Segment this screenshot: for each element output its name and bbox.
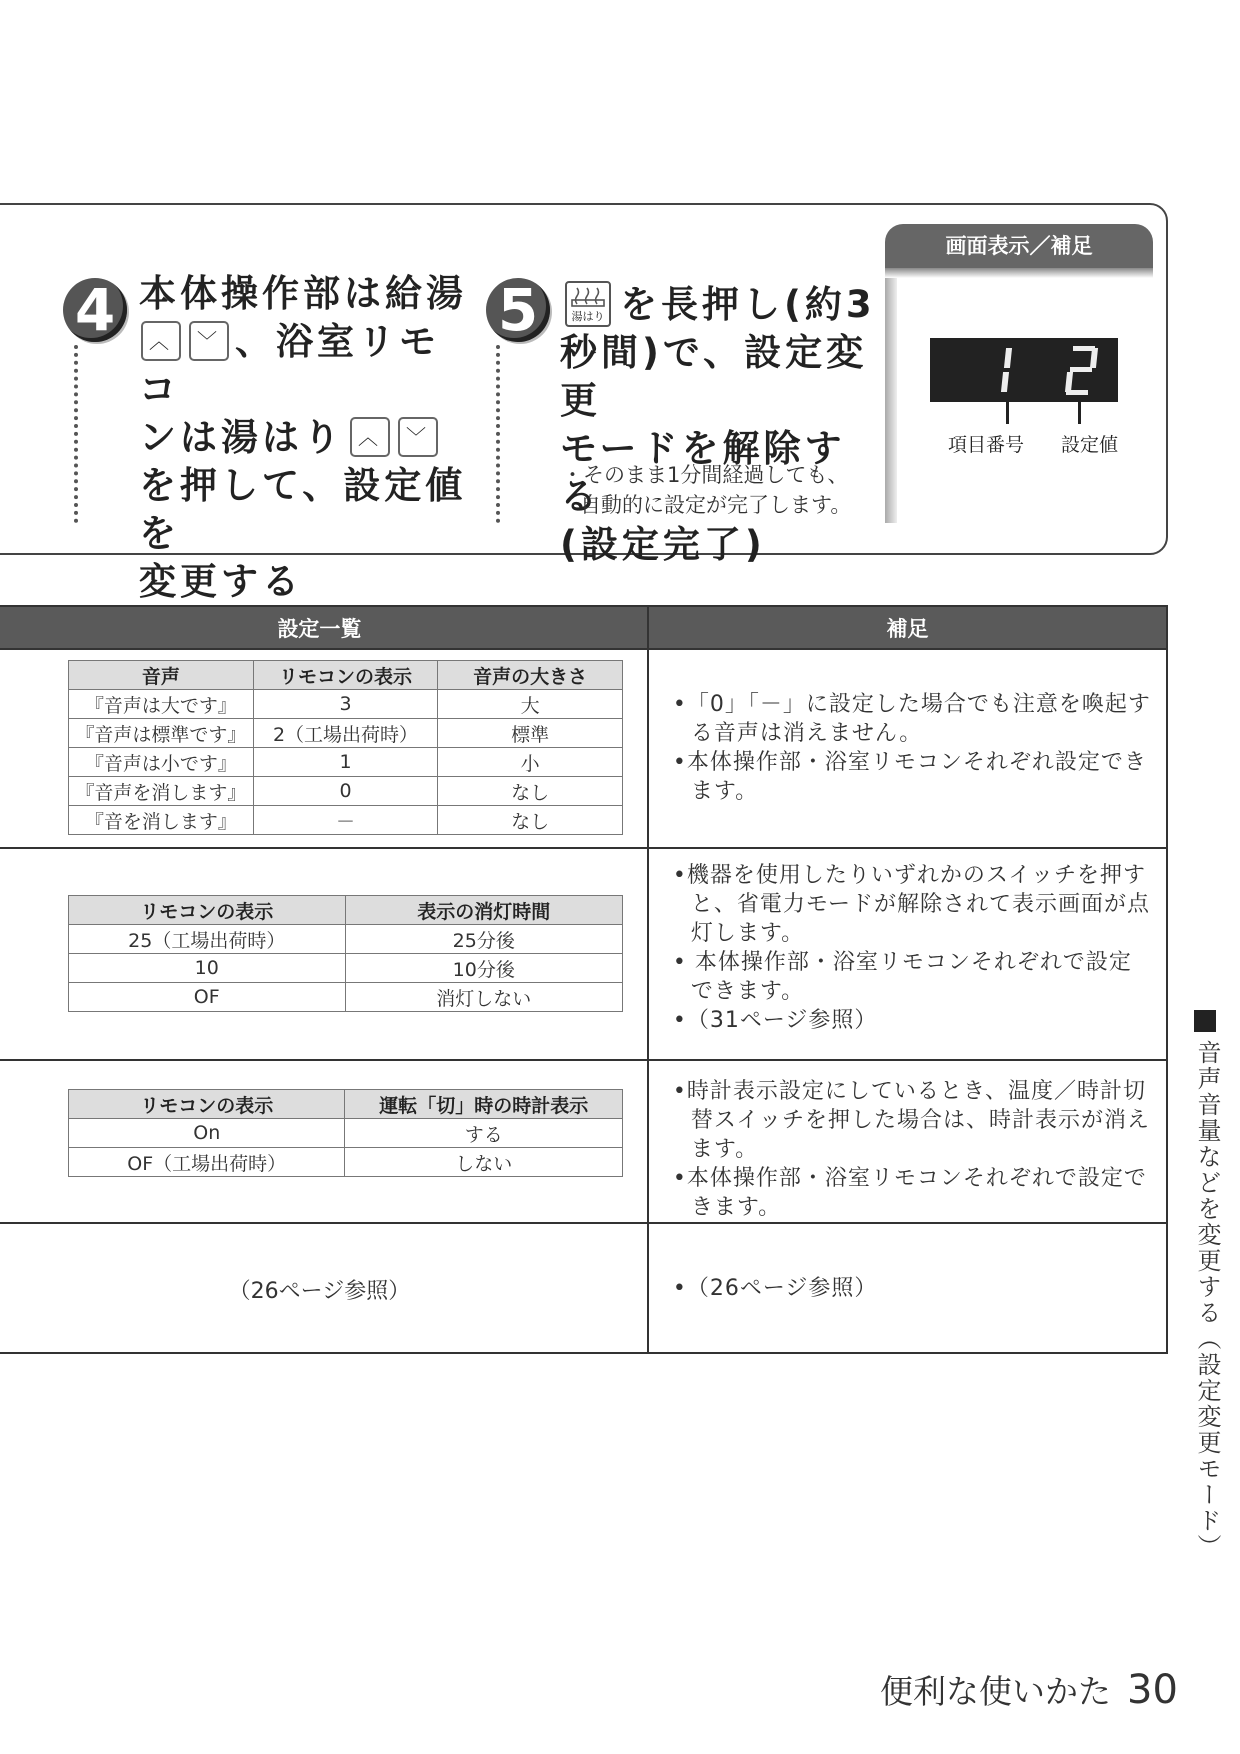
inner-row xyxy=(69,719,623,748)
inner-row xyxy=(69,748,623,777)
step-5-text xyxy=(560,329,880,569)
inner-cell: 消灯しない xyxy=(345,983,623,1012)
display-off-table xyxy=(68,895,623,1012)
supplement-header: 補足 xyxy=(648,606,1167,649)
inner-cell: 25（工場出荷時） xyxy=(69,925,346,954)
lcd-digit-2-bottom xyxy=(1066,390,1088,395)
inner-header: 音声 xyxy=(69,661,254,690)
supplement-notes xyxy=(649,1061,1166,1222)
inner-header: リモコンの表示 xyxy=(69,896,346,925)
side-tab-text: 音声音量などを変更する（設定変更モード） xyxy=(1193,1040,1221,1560)
inner-header: 表示の消灯時間 xyxy=(345,896,623,925)
note-item: •本体操作部・浴室リモコンそれぞれ設定できます。 xyxy=(672,750,1147,804)
step-4-line5: 変更する xyxy=(139,560,303,603)
inner-cell: OF xyxy=(69,983,346,1012)
settings-list-header: 設定一覧 xyxy=(0,606,648,649)
inner-cell: 3 xyxy=(253,690,438,719)
inner-row xyxy=(69,690,623,719)
up-key-icon: ︿ xyxy=(141,321,181,361)
inner-cell: OF（工場出荷時） xyxy=(69,1148,345,1177)
supplement-notes xyxy=(649,1224,1166,1303)
inner-cell: 大 xyxy=(438,690,623,719)
step-4-divider xyxy=(74,345,78,523)
inner-cell: 小 xyxy=(438,748,623,777)
clock-display-table xyxy=(68,1089,623,1177)
step-4-text xyxy=(139,270,479,606)
step-5-line1: を長押し(約3 xyxy=(620,283,876,326)
step-5-line2: 秒間)で、設定変更 xyxy=(560,331,868,422)
inner-cell: 25分後 xyxy=(345,925,623,954)
note-item: •機器を使用したりいずれかのスイッチを押すと、省電力モードが解除されて表示画面が点灯します。 xyxy=(672,863,1150,946)
note-item: •本体操作部・浴室リモコンそれぞれで設定できます。 xyxy=(672,1166,1147,1220)
inner-cell: 『音声は標準です』 xyxy=(69,719,254,748)
inner-cell: 10 xyxy=(69,954,346,983)
step-5-line4: (設定完了) xyxy=(560,523,766,566)
inner-cell: なし xyxy=(438,806,623,835)
inner-cell: － xyxy=(253,806,438,835)
step-5-note-line2: 自動的に設定が完了します。 xyxy=(580,493,852,517)
note-item: • 本体操作部・浴室リモコンそれぞれで設定できます。 xyxy=(672,950,1132,1004)
lcd-digit-1-lower xyxy=(1001,372,1009,392)
step-4-line1: 本体操作部は給湯 xyxy=(139,272,467,315)
inner-cell: する xyxy=(345,1119,623,1148)
step-5-note-line1: ・そのまま1分間経過しても、 xyxy=(562,463,849,487)
step-5-note xyxy=(562,460,851,520)
step-5-line3: モードを解除する xyxy=(560,427,846,518)
lcd-digit-2-upper-right xyxy=(1090,348,1098,368)
display-panel-bar xyxy=(885,268,1153,278)
lcd-digit-1-upper xyxy=(1004,348,1012,368)
section-name: 便利な使いかた xyxy=(880,1672,1111,1711)
note-item: •（26ページ参照） xyxy=(672,1276,878,1301)
inner-cell: On xyxy=(69,1119,345,1148)
inner-row xyxy=(69,954,623,983)
item-leader-line xyxy=(1006,402,1009,424)
table-row xyxy=(0,649,1167,848)
page-reference: （26ページ参照） xyxy=(228,1279,411,1304)
steam-icon xyxy=(567,284,609,308)
lcd-digit-2-middle xyxy=(1070,367,1092,372)
inner-row xyxy=(69,806,623,835)
value-leader-line xyxy=(1078,402,1081,424)
down-key-icon: ﹀ xyxy=(189,321,229,361)
inner-header: 運転「切」時の時計表示 xyxy=(345,1090,623,1119)
voice-volume-table xyxy=(68,660,623,835)
page-footer xyxy=(880,1666,1178,1713)
inner-cell: なし xyxy=(438,777,623,806)
inner-cell: 『音声を消します』 xyxy=(69,777,254,806)
down-key-icon: ﹀ xyxy=(398,417,438,457)
inner-cell: 10分後 xyxy=(345,954,623,983)
inner-cell: 『音を消します』 xyxy=(69,806,254,835)
page-number: 30 xyxy=(1127,1667,1178,1713)
section-side-tab xyxy=(1190,1010,1220,1560)
inner-cell: 1 xyxy=(253,748,438,777)
setting-value-label: 設定値 xyxy=(1061,434,1119,456)
inner-cell: 2（工場出荷時） xyxy=(253,719,438,748)
note-item: •（31ページ参照） xyxy=(672,1008,878,1033)
step-4-line4: を押して、設定値を xyxy=(139,464,467,555)
step-5-divider xyxy=(496,345,500,523)
note-item: •時計表示設定にしているとき、温度／時計切替スイッチを押した場合は、時計表示が消えます。 xyxy=(672,1079,1150,1162)
settings-table xyxy=(0,605,1168,1354)
inner-header: 音声の大きさ xyxy=(438,661,623,690)
supplement-notes xyxy=(649,650,1166,806)
inner-row xyxy=(69,1119,623,1148)
display-panel-side xyxy=(885,278,897,523)
note-item: •「0」「－」に設定した場合でも注意を喚起する音声は消えません。 xyxy=(672,692,1151,746)
item-number-label: 項目番号 xyxy=(948,434,1025,456)
bath-fill-button-icon xyxy=(565,281,611,327)
inner-cell: 『音声は大です』 xyxy=(69,690,254,719)
inner-header: リモコンの表示 xyxy=(69,1090,345,1119)
lcd-display xyxy=(930,338,1118,402)
inner-cell: 『音声は小です』 xyxy=(69,748,254,777)
bath-fill-label: 湯はり xyxy=(571,310,605,323)
table-row xyxy=(0,1223,1167,1353)
supplement-notes xyxy=(649,849,1166,1035)
up-key-icon: ︿ xyxy=(350,417,390,457)
step-4-line3: ンは湯はり ︿ ﹀ xyxy=(139,414,479,462)
inner-header: リモコンの表示 xyxy=(253,661,438,690)
table-row xyxy=(0,1060,1167,1223)
step-5-badge: 5 xyxy=(486,278,550,342)
inner-row xyxy=(69,983,623,1012)
inner-cell: しない xyxy=(345,1148,623,1177)
lcd-digit-2-lower-left xyxy=(1065,372,1073,392)
square-bullet-icon xyxy=(1194,1010,1216,1032)
table-row xyxy=(0,848,1167,1060)
inner-row xyxy=(69,1148,623,1177)
inner-row xyxy=(69,777,623,806)
inner-cell: 標準 xyxy=(438,719,623,748)
display-panel-header: 画面表示／補足 xyxy=(885,224,1153,268)
step-4-badge: 4 xyxy=(63,278,127,342)
inner-cell: 0 xyxy=(253,777,438,806)
step-4-line2: ︿ ﹀ 、浴室リモコ xyxy=(139,320,440,411)
inner-row xyxy=(69,925,623,954)
